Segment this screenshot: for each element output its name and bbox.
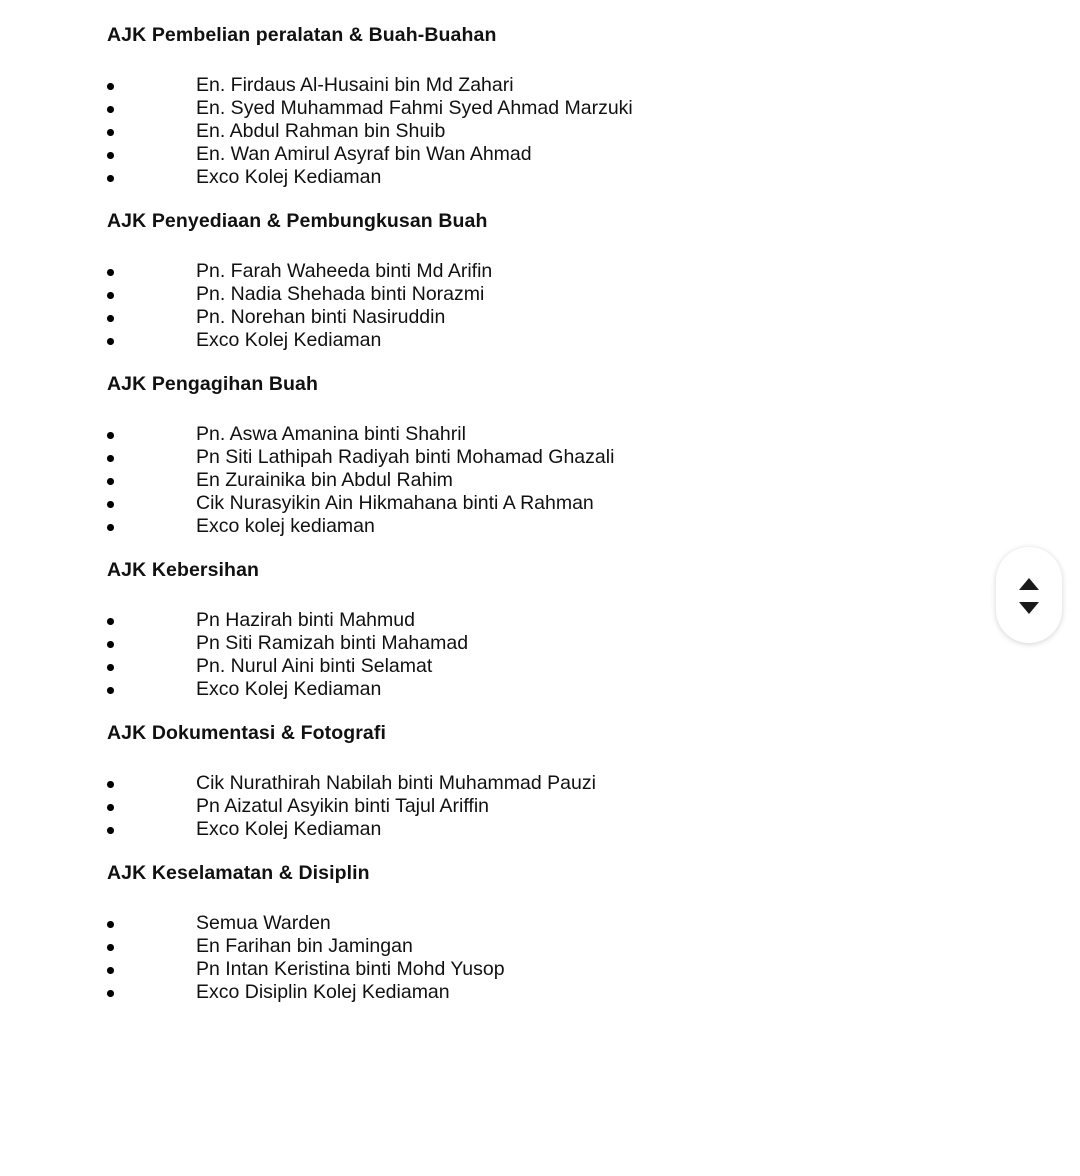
member-name: Cik Nurasyikin Ain Hikmahana binti A Rahman	[196, 492, 594, 514]
bullet-icon	[107, 455, 114, 462]
bullet-icon	[107, 618, 114, 625]
member-name: Exco Kolej Kediaman	[196, 329, 382, 351]
bullet-icon	[107, 432, 114, 439]
list-item	[107, 818, 967, 841]
list-item	[107, 492, 967, 515]
bullet-icon	[107, 478, 114, 485]
member-name: Pn Hazirah binti Mahmud	[196, 609, 415, 631]
bullet-icon	[107, 292, 114, 299]
list-item	[107, 166, 967, 189]
section-title: AJK Penyediaan & Pembungkusan Buah	[107, 210, 488, 232]
list-item	[107, 981, 967, 1004]
member-name: En. Syed Muhammad Fahmi Syed Ahmad Marzuki	[196, 97, 633, 119]
list-item	[107, 515, 967, 538]
member-name: En. Wan Amirul Asyraf bin Wan Ahmad	[196, 143, 532, 165]
bullet-icon	[107, 641, 114, 648]
list-item	[107, 469, 967, 492]
bullet-icon	[107, 804, 114, 811]
list-item	[107, 912, 967, 935]
bullet-icon	[107, 687, 114, 694]
committee-section	[107, 371, 967, 538]
list-item	[107, 120, 967, 143]
member-name: Exco Kolej Kediaman	[196, 818, 382, 840]
bullet-icon	[107, 338, 114, 345]
member-name: Pn Siti Lathipah Radiyah binti Mohamad Ghazali	[196, 446, 615, 468]
list-item	[107, 260, 967, 283]
member-name: Exco kolej kediaman	[196, 515, 375, 537]
member-name: Pn. Nurul Aini binti Selamat	[196, 655, 433, 677]
caret-down-icon[interactable]	[1018, 601, 1040, 615]
committee-section	[107, 720, 967, 841]
member-name: Pn Siti Ramizah binti Mahamad	[196, 632, 469, 654]
bullet-icon	[107, 921, 114, 928]
list-item	[107, 655, 967, 678]
bullet-icon	[107, 524, 114, 531]
committee-document	[107, 22, 967, 1023]
bullet-icon	[107, 106, 114, 113]
committee-section	[107, 557, 967, 701]
member-name: Pn. Aswa Amanina binti Shahril	[196, 423, 466, 445]
section-title: AJK Pembelian peralatan & Buah-Buahan	[107, 24, 497, 46]
list-item	[107, 423, 967, 446]
bullet-icon	[107, 83, 114, 90]
member-name: Pn. Norehan binti Nasiruddin	[196, 306, 446, 328]
member-name: En Zurainika bin Abdul Rahim	[196, 469, 453, 491]
bullet-icon	[107, 781, 114, 788]
list-item	[107, 632, 967, 655]
bullet-icon	[107, 827, 114, 834]
member-list	[107, 912, 967, 1004]
member-list	[107, 772, 967, 841]
list-item	[107, 772, 967, 795]
member-list	[107, 74, 967, 189]
member-name: Exco Disiplin Kolej Kediaman	[196, 981, 450, 1003]
member-list	[107, 423, 967, 538]
member-name: Pn Intan Keristina binti Mohd Yusop	[196, 958, 505, 980]
list-item	[107, 143, 967, 166]
member-name: En. Firdaus Al-Husaini bin Md Zahari	[196, 74, 514, 96]
member-name: Pn. Nadia Shehada binti Norazmi	[196, 283, 485, 305]
member-name: Semua Warden	[196, 912, 331, 934]
list-item	[107, 97, 967, 120]
member-list	[107, 609, 967, 701]
member-name: En Farihan bin Jamingan	[196, 935, 413, 957]
member-name: Exco Kolej Kediaman	[196, 678, 382, 700]
bullet-icon	[107, 175, 114, 182]
member-name: Exco Kolej Kediaman	[196, 166, 382, 188]
section-title: AJK Pengagihan Buah	[107, 373, 319, 395]
committee-section	[107, 208, 967, 352]
section-title: AJK Kebersihan	[107, 559, 260, 581]
list-item	[107, 283, 967, 306]
section-title: AJK Dokumentasi & Fotografi	[107, 722, 386, 744]
bullet-icon	[107, 129, 114, 136]
bullet-icon	[107, 152, 114, 159]
list-item	[107, 329, 967, 352]
committee-section	[107, 22, 967, 189]
member-name: Pn Aizatul Asyikin binti Tajul Ariffin	[196, 795, 490, 817]
bullet-icon	[107, 990, 114, 997]
list-item	[107, 446, 967, 469]
member-list	[107, 260, 967, 352]
list-item	[107, 795, 967, 818]
list-item	[107, 935, 967, 958]
list-item	[107, 609, 967, 632]
bullet-icon	[107, 967, 114, 974]
bullet-icon	[107, 664, 114, 671]
page-scroll-control[interactable]	[996, 547, 1062, 643]
committee-section	[107, 860, 967, 1004]
bullet-icon	[107, 269, 114, 276]
bullet-icon	[107, 315, 114, 322]
caret-up-icon[interactable]	[1018, 577, 1040, 591]
list-item	[107, 74, 967, 97]
list-item	[107, 958, 967, 981]
section-title: AJK Keselamatan & Disiplin	[107, 862, 370, 884]
list-item	[107, 678, 967, 701]
bullet-icon	[107, 501, 114, 508]
member-name: Cik Nurathirah Nabilah binti Muhammad Pauzi	[196, 772, 596, 794]
member-name: Pn. Farah Waheeda binti Md Arifin	[196, 260, 493, 282]
bullet-icon	[107, 944, 114, 951]
list-item	[107, 306, 967, 329]
member-name: En. Abdul Rahman bin Shuib	[196, 120, 446, 142]
